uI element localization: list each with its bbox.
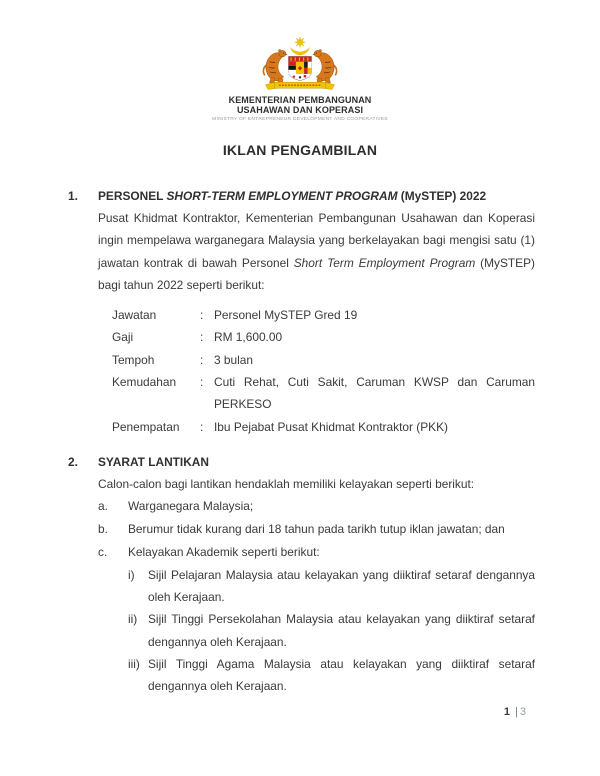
section-2: [68, 451, 535, 697]
page-number-total: 3: [519, 706, 526, 718]
ministry-name-line1: KEMENTERIAN PEMBANGUNAN: [228, 95, 372, 105]
heading-text-italic: SHORT-TERM EMPLOYMENT PROGRAM: [166, 189, 398, 203]
row-separator: :: [200, 308, 204, 323]
section-1-number: 1.: [68, 189, 78, 203]
list-item-c: [68, 541, 535, 564]
heading-text-post: (MySTEP) 2022: [397, 189, 487, 203]
list-item-b: [68, 518, 535, 541]
sublist-text: Sijil Tinggi Agama Malaysia atau kelayakan yang diiktiraf setaraf dengannya oleh Kerajaan.: [148, 656, 535, 694]
table-row-jawatan: [112, 304, 535, 326]
page-number-current: 1: [503, 706, 511, 718]
row-label: Tempoh: [112, 352, 155, 367]
row-separator: :: [200, 419, 204, 434]
letterhead: [0, 0, 600, 123]
list-text: Berumur tidak kurang dari 18 tahun pada tarikh tutup iklan jawatan; dan: [128, 522, 505, 537]
list-marker: a.: [98, 499, 108, 514]
row-label: Kemudahan: [112, 375, 177, 390]
table-row-penempatan: [112, 416, 535, 438]
sublist-marker: iii): [128, 656, 140, 671]
academic-sublist: [128, 564, 535, 698]
document-title: IKLAN PENGAMBILAN: [222, 142, 378, 158]
sublist-item-ii: [128, 608, 535, 653]
job-details-table: [112, 304, 535, 438]
row-value: Cuti Rehat, Cuti Sakit, Caruman KWSP dan Caruman PERKESO: [214, 375, 535, 412]
row-value: Ibu Pejabat Pusat Khidmat Kontraktor (PKK): [214, 419, 448, 434]
row-label: Gaji: [112, 330, 134, 345]
section-2-heading: SYARAT LANTIKAN: [98, 454, 209, 469]
row-separator: :: [200, 330, 204, 345]
section-2-number: 2.: [68, 454, 78, 469]
sublist-marker: ii): [128, 612, 138, 627]
sublist-item-iii: [128, 653, 535, 698]
section-1-paragraph: [98, 207, 535, 296]
page-number-separator: |: [515, 706, 518, 718]
malaysia-coat-of-arms-icon: [256, 36, 344, 93]
list-item-a: [68, 495, 535, 518]
row-separator: :: [200, 375, 204, 390]
row-value: RM 1,600.00: [214, 330, 283, 345]
sublist-text: Sijil Pelajaran Malaysia atau kelayakan yang diiktiraf setaraf dengannya oleh Kerajaan.: [148, 567, 535, 604]
row-label: Jawatan: [112, 308, 157, 323]
sublist-text: Sijil Tinggi Persekolahan Malaysia atau kelayakan yang diiktiraf setaraf dengannya oleh Kerajaan.: [148, 612, 535, 649]
paragraph-text-post: (MySTEP) bagi tahun 2022 seperti berikut:: [98, 255, 535, 292]
paragraph-text-pre: Pusat Khidmat Kontraktor, Kementerian Pembangunan Usahawan dan Koperasi ingin mempelawa warganegara Malaysia yang berkelayakan bagi mengisi satu (1) jawatan kontrak di bawah Personel: [98, 211, 535, 270]
section-2-heading-row: [68, 451, 535, 473]
list-text: Warganegara Malaysia;: [128, 499, 254, 514]
list-text: Kelayakan Akademik seperti berikut:: [128, 544, 320, 559]
ministry-name-line2: USAHAWAN DAN KOPERASI: [236, 104, 364, 115]
section-1-heading: [98, 185, 486, 207]
list-marker: c.: [98, 544, 108, 559]
section-2-intro: Calon-calon bagi lantikan hendaklah memiliki kelayakan seperti berikut:: [98, 476, 475, 491]
row-separator: :: [200, 352, 204, 367]
page-number: [504, 705, 526, 719]
row-value: Personel MySTEP Gred 19: [214, 308, 358, 323]
table-row-tempoh: [112, 349, 535, 371]
sublist-item-i: [128, 564, 535, 609]
paragraph-text-italic: Short Term Employment Program: [293, 255, 476, 270]
requirements-list: [68, 495, 535, 563]
list-marker: b.: [98, 522, 108, 537]
section-1: [68, 185, 535, 438]
heading-text-pre: PERSONEL: [98, 189, 167, 203]
table-row-kemudahan: [112, 371, 535, 416]
table-row-gaji: [112, 326, 535, 348]
sublist-marker: i): [128, 567, 135, 582]
row-label: Penempatan: [112, 419, 180, 434]
row-value: 3 bulan: [214, 352, 254, 367]
section-1-heading-row: [68, 185, 535, 207]
ministry-name-english: MINISTRY OF ENTREPRENEUR DEVELOPMENT AND COOPERATIVES: [212, 117, 388, 122]
